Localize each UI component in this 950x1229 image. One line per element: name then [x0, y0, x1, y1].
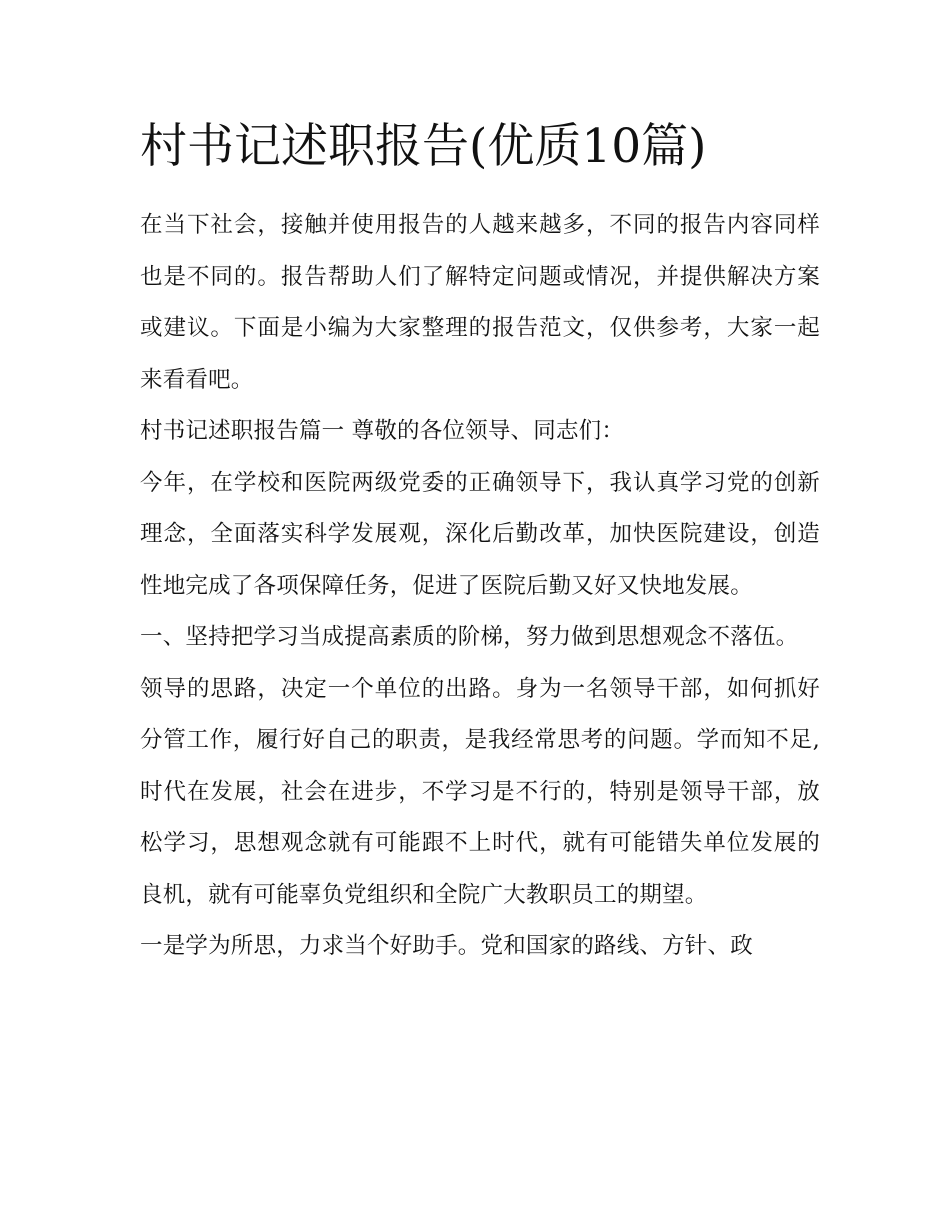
paragraph-body: 今年，在学校和医院两级党委的正确领导下，我认真学习党的创新理念，全面落实科学发展观，深化后勤改革，加快医院建设，创造性地完成了各项保障任务，促进了医院后勤又好又快地发展。 [140, 469, 820, 599]
paragraph-sub-point: 一是学为所思，力求当个好助手。党和国家的路线、方针、政 [140, 933, 753, 959]
document-body [140, 112, 820, 973]
paragraph-section-heading: 村书记述职报告篇一 尊敬的各位领导、同志们： [140, 418, 625, 444]
paragraph-intro: 在当下社会，接触并使用报告的人越来越多，不同的报告内容同样也是不同的。报告帮助人们了解特定问题或情况，并提供解决方案或建议。下面是小编为大家整理的报告范文，仅供参考，大家一起来看看吧。 [140, 212, 820, 393]
paragraph-point-one: 一、坚持把学习当成提高素质的阶梯，努力做到思想观念不落伍。 [140, 624, 799, 650]
paragraph-body: 领导的思路，决定一个单位的出路。身为一名领导干部，如何抓好分管工作，履行好自己的职责，是我经常思考的问题。学而知不足,时代在发展，社会在进步，不学习是不行的，特别是领导干部，放松学习，思想观念就有可能跟不上时代，就有可能错失单位发展的良机，就有可能辜负党组织和全院广大教职员工的期望。 [140, 675, 820, 908]
document-title: 村书记述职报告(优质10篇) [140, 119, 707, 174]
